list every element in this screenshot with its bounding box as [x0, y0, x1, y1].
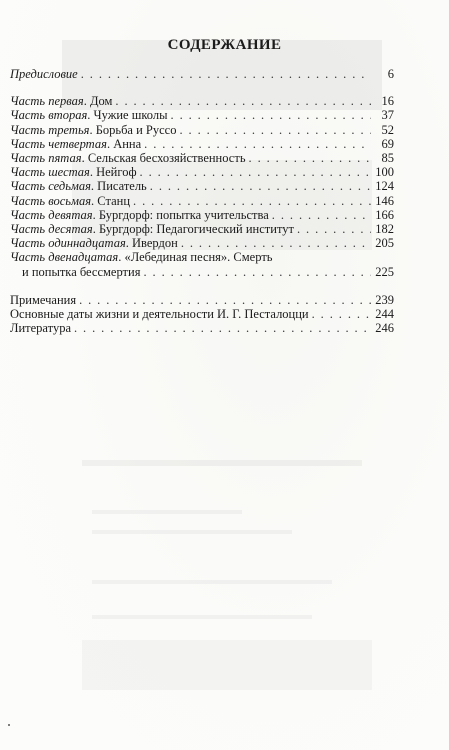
- toc-page-number: 246: [375, 321, 394, 336]
- toc-page-number: 52: [381, 122, 394, 137]
- dot-leader: [181, 236, 371, 250]
- toc-entry-foreword: [10, 67, 394, 81]
- toc-part-label: Часть шестая: [10, 165, 90, 180]
- toc-part-name: Сельская бесхозяйственность: [87, 151, 246, 166]
- toc-page-number: 16: [381, 94, 394, 109]
- toc-page-number: 6: [387, 67, 394, 81]
- toc-page-number: 182: [375, 222, 394, 237]
- toc-part-label: Часть девятая: [10, 207, 93, 222]
- toc-entry-part: Часть пятая. Сельская бесхозяйственность . . . 85: [10, 151, 394, 165]
- dot-leader: [249, 151, 371, 165]
- toc-entry-part: Часть девятая. Бургдорф: попытка учительства . . . 166: [10, 208, 394, 222]
- toc-page-number: 100: [375, 165, 394, 180]
- toc-page-number: 37: [381, 108, 394, 123]
- dot-leader: [171, 108, 371, 122]
- toc-part-name: Дом: [89, 94, 113, 109]
- toc-page-number: 205: [375, 236, 394, 251]
- toc-entry-part: Часть одиннадцатая. Ивердон . . . 205: [10, 236, 394, 250]
- toc-entry-part: Часть четвертая. Анна . . . 69: [10, 137, 394, 151]
- toc-page-number: 225: [375, 264, 394, 279]
- toc-entry-part: Часть первая. Дом . . . 16: [10, 94, 394, 108]
- toc-part-name: Бургдорф: Педагогический институт: [98, 222, 294, 237]
- dot-leader: [140, 165, 371, 179]
- toc-entry-notes: [10, 293, 394, 307]
- toc-part-name: Писатель: [97, 179, 147, 194]
- dot-leader: [81, 67, 371, 81]
- dot-leader: [133, 194, 371, 208]
- toc-entry-label: Основные даты жизни и деятельности И. Г. Песталоцци: [10, 307, 309, 322]
- toc-part-label: Часть четвертая: [10, 136, 107, 151]
- toc-entry-part: Часть вторая. Чужие школы . . . 37: [10, 108, 394, 122]
- toc-part-label: Часть одиннадцатая: [10, 236, 126, 251]
- toc-part-label: Часть первая: [10, 94, 84, 109]
- toc-entry-part: Часть восьмая. Станц . . . 146: [10, 194, 394, 208]
- toc-entry-label: Примечания: [10, 292, 77, 307]
- toc-part-name: Чужие школы: [93, 108, 168, 123]
- toc-part-name: Борьба и Руссо: [95, 122, 177, 137]
- toc-page-number: 124: [375, 179, 394, 194]
- toc-page-number: 69: [381, 136, 394, 151]
- table-of-contents: [10, 67, 394, 335]
- dot-leader: [74, 321, 371, 335]
- toc-entry-part-last-line1: Часть двенадцатая. «Лебединая песня». Смерть: [10, 250, 273, 265]
- toc-part-name: Нейгоф: [96, 165, 137, 180]
- dot-leader: [312, 307, 371, 321]
- dot-leader: [79, 293, 371, 307]
- toc-part-label: Часть восьмая: [10, 193, 92, 208]
- toc-entry-label: Литература: [10, 321, 71, 336]
- toc-part-name-line2: и попытка бессмертия: [22, 264, 141, 279]
- toc-page-number: 166: [375, 207, 394, 222]
- toc-entry-part: Часть седьмая. Писатель . . . 124: [10, 179, 394, 193]
- dot-leader: [115, 94, 371, 108]
- toc-part-name: Анна: [113, 136, 142, 151]
- dot-leader: [272, 208, 371, 222]
- toc-part-label: Часть десятая: [10, 222, 93, 237]
- toc-entry-part: Часть шестая. Нейгоф . . . 100: [10, 165, 394, 179]
- toc-entry-part: Часть третья. Борьба и Руссо . . . 52: [10, 123, 394, 137]
- toc-part-label: Часть седьмая: [10, 179, 91, 194]
- toc-entry-dates: [10, 307, 394, 321]
- toc-part-label: Часть вторая: [10, 108, 88, 123]
- toc-entry-literature: [10, 321, 394, 335]
- dot-leader: [179, 123, 371, 137]
- toc-part-label: Часть пятая: [10, 151, 82, 166]
- toc-part-name: Станц: [97, 193, 131, 208]
- toc-entry-label: Предисловие: [10, 67, 78, 81]
- toc-entry-part-last-line2: [10, 265, 394, 279]
- toc-page-number: 85: [381, 151, 394, 166]
- toc-part-name: Бургдорф: попытка учительства: [98, 207, 269, 222]
- dot-leader: [150, 179, 371, 193]
- toc-part-label: Часть двенадцатая: [10, 250, 119, 265]
- toc-part-name: Ивердон: [132, 236, 178, 251]
- dot-leader: [144, 137, 371, 151]
- dot-leader: [143, 265, 371, 279]
- toc-page-number: 146: [375, 193, 394, 208]
- toc-part-label: Часть третья: [10, 122, 90, 137]
- toc-part-name-line1: «Лебединая песня». Смерть: [124, 250, 273, 265]
- page-title: СОДЕРЖАНИЕ: [167, 37, 282, 53]
- dot-leader: [297, 222, 371, 236]
- scan-speck: [8, 724, 10, 726]
- toc-page-number: 239: [375, 292, 394, 307]
- toc-entry-part: Часть десятая. Бургдорф: Педагогический институт . . . 182: [10, 222, 394, 236]
- toc-page-number: 244: [375, 307, 394, 322]
